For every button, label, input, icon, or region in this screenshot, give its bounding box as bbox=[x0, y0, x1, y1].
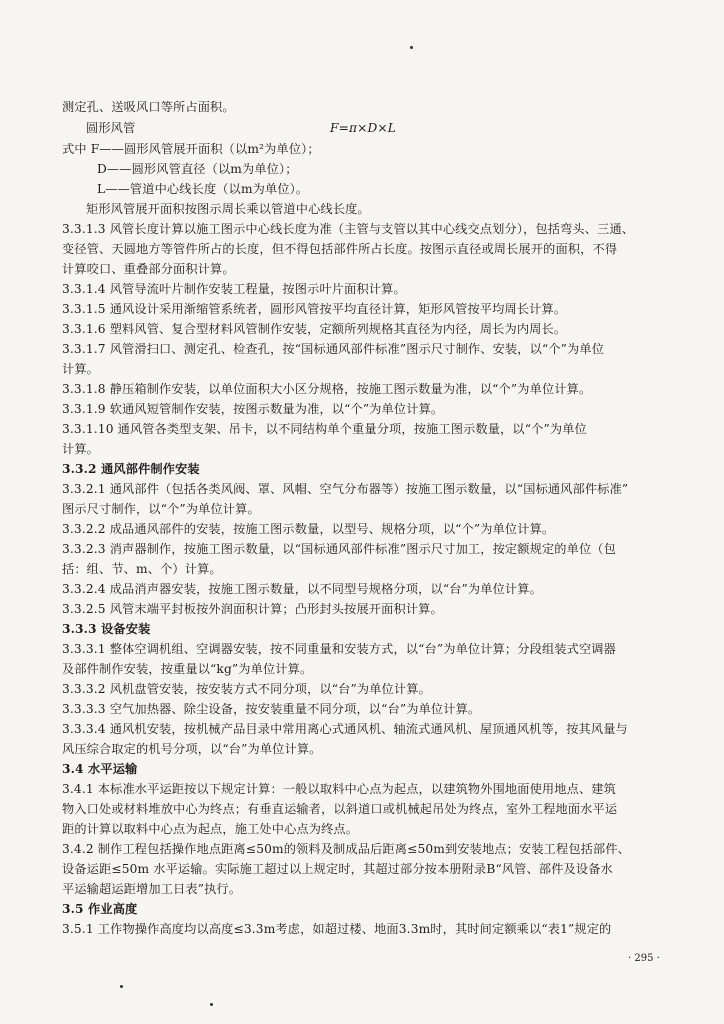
text-line: 圆形风管 bbox=[86, 121, 136, 135]
text-line: 3.3.2.1 通风部件（包括各类风阀、罩、风帽、空气分布器等）按施工图示数量，以“国标通风部件标准” bbox=[62, 482, 629, 496]
text-line: 括：组、节、m、个）计算。 bbox=[62, 562, 222, 576]
formula: F=π×D×L bbox=[330, 121, 397, 135]
text-line: 3.4.1 本标准水平运距按以下规定计算：一般以取料中心点为起点，以建筑物外围地面使用地点、建筑 bbox=[62, 782, 616, 796]
section-heading: 3.3.2 通风部件制作安装 bbox=[62, 462, 200, 476]
text-line: L——管道中心线长度（以m为单位）。 bbox=[97, 182, 309, 196]
text-line: 3.3.1.5 通风设计采用渐缩管系统者，圆形风管按平均直径计算，矩形风管按平均周长计算。 bbox=[62, 302, 567, 316]
text-line: 风压综合取定的机号分项，以“台”为单位计算。 bbox=[62, 742, 322, 756]
text-line: 计算。 bbox=[62, 442, 100, 456]
text-line: 3.3.1.7 风管滑扫口、测定孔、检查孔，按“国标通风部件标准”图示尺寸制作、安装，以“个”为单位 bbox=[62, 342, 605, 356]
text-line: 3.3.3.4 通风机安装，按机械产品目录中常用离心式通风机、轴流式通风机、屋顶通风机等，按其风量与 bbox=[62, 722, 628, 736]
text-line: 式中 F——圆形风管展开面积（以m²为单位）； bbox=[62, 142, 320, 156]
text-line: 3.3.2.2 成品通风部件的安装，按施工图示数量，以型号、规格分项，以“个”为单位计算。 bbox=[62, 522, 555, 536]
text-line: 3.3.2.4 成品消声器安装，按施工图示数量，以不同型号规格分项，以“台”为单位计算。 bbox=[62, 582, 542, 596]
text-line: 及部件制作安装，按重量以“kg”为单位计算。 bbox=[62, 662, 313, 676]
text-line: 3.4.2 制作工程包括操作地点距离≤50m的领料及制成品后距离≤50m到安装地点；安装工程包括部件、 bbox=[62, 842, 631, 856]
scan-speck bbox=[210, 1003, 213, 1006]
text-line: 3.3.2.3 消声器制作，按施工图示数量，以“国标通风部件标准”图示尺寸加工，按定额规定的单位（包 bbox=[62, 542, 616, 556]
text-line: 矩形风管展开面积按图示周长乘以管道中心线长度。 bbox=[86, 202, 370, 216]
scan-speck bbox=[120, 985, 123, 988]
text-line: 3.3.1.6 塑料风管、复合型材料风管制作安装，定额所列规格其直径为内径，周长为内周长。 bbox=[62, 322, 567, 336]
page-number: · 295 · bbox=[628, 953, 660, 964]
text-line: 距的计算以取料中心点为起点，施工处中心点为终点。 bbox=[62, 822, 359, 836]
text-line: 3.5.1 工作物操作高度均以高度≤3.3m考虑，如超过楼、地面3.3m时，其时间定额乘以“表1”规定的 bbox=[62, 922, 612, 936]
text-line: 3.3.3.2 风机盘管安装，按安装方式不同分项，以“台”为单位计算。 bbox=[62, 682, 431, 696]
text-line: D——圆形风管直径（以m为单位）； bbox=[97, 162, 298, 176]
text-line: 测定孔、送吸风口等所占面积。 bbox=[62, 100, 235, 114]
scan-speck bbox=[410, 46, 413, 49]
text-line: 3.3.2.5 风管末端平封板按外润面积计算；凸形封头按展开面积计算。 bbox=[62, 602, 443, 616]
text-line: 3.3.3.3 空气加热器、除尘设备，按安装重量不同分项，以“台”为单位计算。 bbox=[62, 702, 481, 716]
section-heading: 3.3.3 设备安装 bbox=[62, 622, 151, 636]
text-line: 3.3.1.8 静压箱制作安装，以单位面积大小区分规格，按施工图示数量为准，以“个”为单位计算。 bbox=[62, 382, 592, 396]
section-heading: 3.4 水平运输 bbox=[62, 762, 138, 776]
text-line: 计算。 bbox=[62, 362, 100, 376]
text-line: 设备运距≤50m 水平运输。实际施工超过以上规定时，其超过部分按本册附录B“风管、部件及设备水 bbox=[62, 862, 613, 876]
text-line: 3.3.1.10 通风管各类型支架、吊卡，以不同结构单个重量分项，按施工图示数量，以“个”为单位 bbox=[62, 422, 587, 436]
text-line: 计算咬口、重叠部分面积计算。 bbox=[62, 262, 235, 276]
text-line: 3.3.1.4 风管导流叶片制作安装工程量，按图示叶片面积计算。 bbox=[62, 282, 406, 296]
text-line: 变径管、天圆地方等管件所占的长度，但不得包括部件所占长度。按图示直径或周长展开的面积，不得 bbox=[62, 242, 618, 256]
text-line: 平运输超运距增加工日表”执行。 bbox=[62, 882, 242, 896]
text-line: 3.3.1.9 软通风短管制作安装，按图示数量为准，以“个”为单位计算。 bbox=[62, 402, 444, 416]
text-line: 3.3.1.3 风管长度计算以施工图示中心线长度为准（主管与支管以其中心线交点划分），包括弯头、三通、 bbox=[62, 222, 635, 236]
text-line: 物入口处或材料堆放中心为终点；有垂直运输者，以斜道口或机械起吊处为终点，室外工程地面水平运 bbox=[62, 802, 618, 816]
text-line: 图示尺寸制作，以“个”为单位计算。 bbox=[62, 502, 260, 516]
section-heading: 3.5 作业高度 bbox=[62, 902, 138, 916]
text-line: 3.3.3.1 整体空调机组、空调器安装，按不同重量和安装方式，以“台”为单位计算；分段组装式空调器 bbox=[62, 642, 616, 656]
